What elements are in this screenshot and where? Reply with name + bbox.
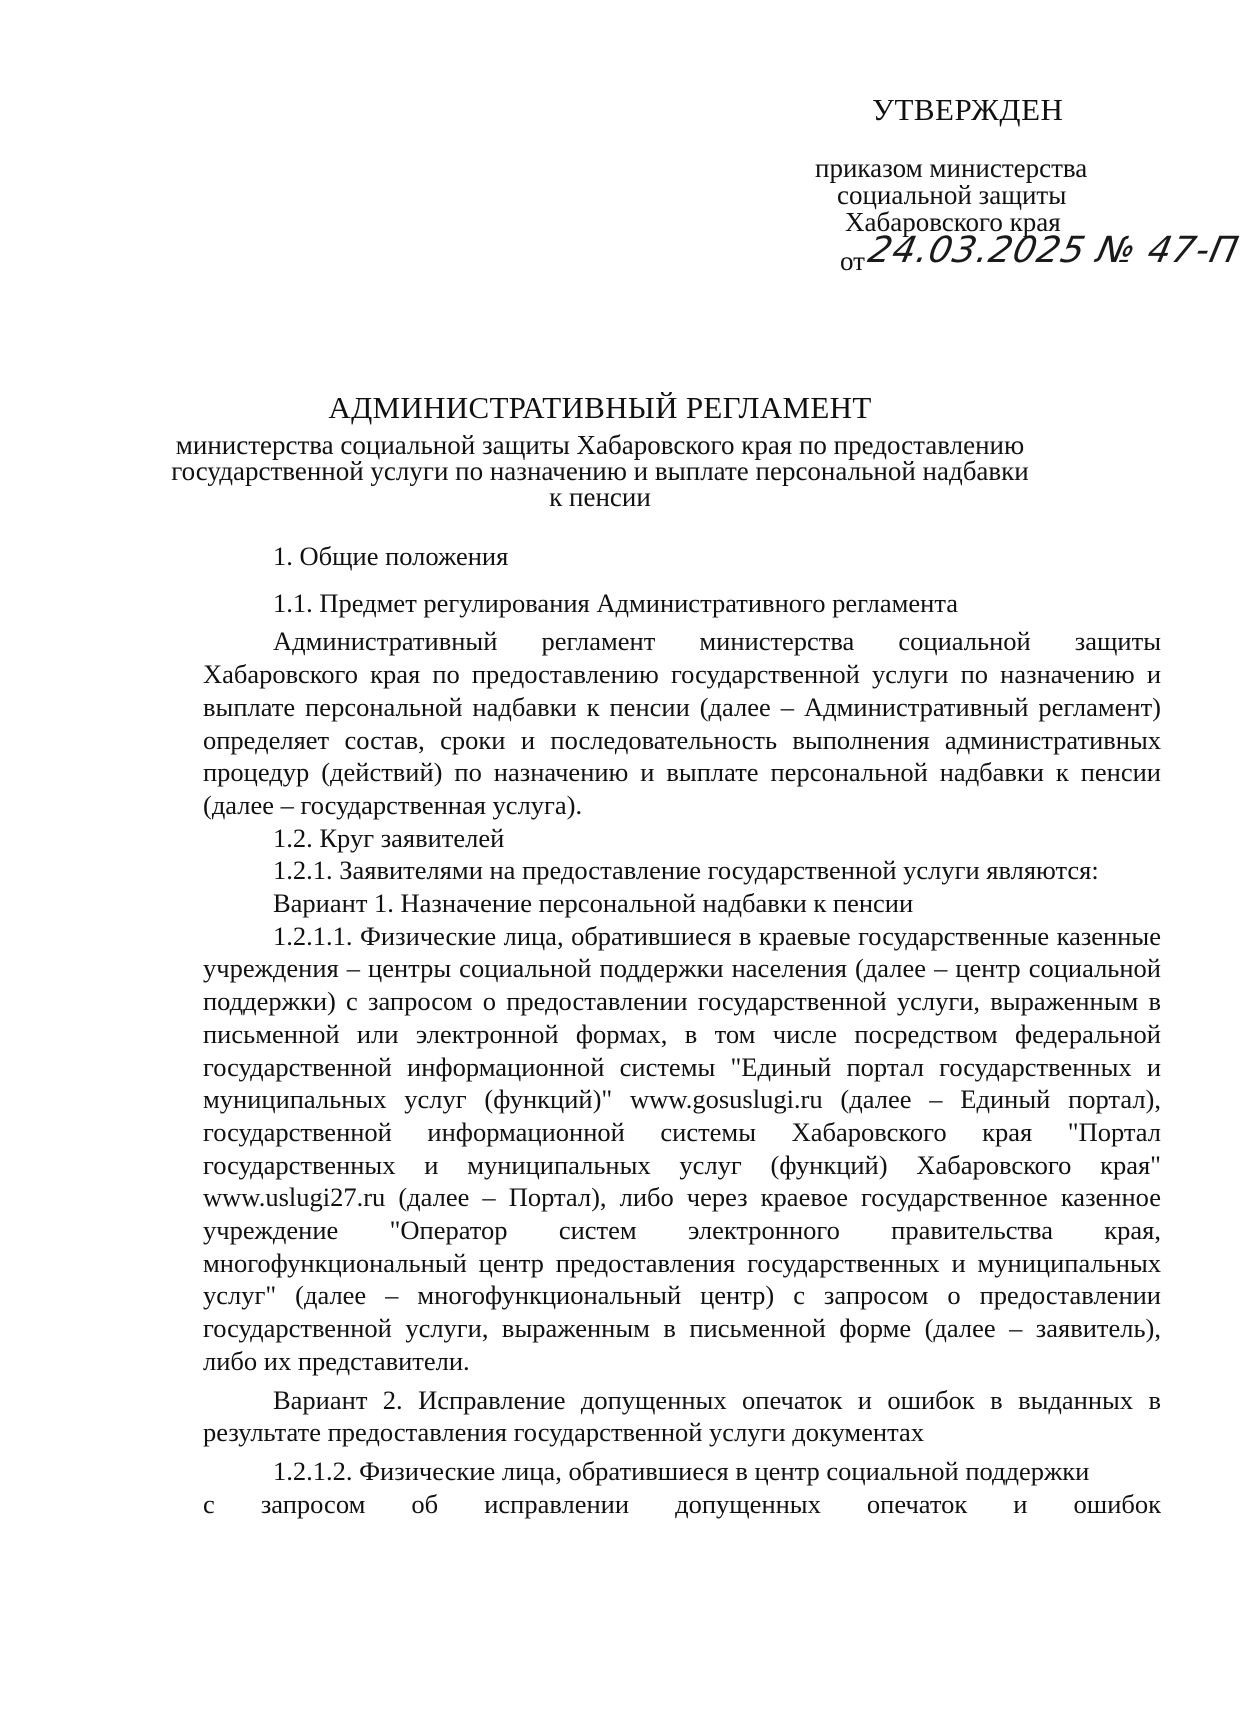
handwritten-date-number: 24.03.2025 № 47-П: [864, 230, 1243, 271]
section-1-2-1-2-continuation: с запросом об исправлении допущенных опечаток и ошибок: [203, 1488, 1161, 1519]
approval-block: [815, 155, 1087, 236]
subtitle-line-2: государственной услуги по назначению и выплате персональной надбавки: [171, 456, 1029, 486]
approval-line-1: приказом министерства: [815, 153, 1088, 183]
approval-line-2: социальной защиты: [837, 180, 1067, 210]
section-1-1-title: 1.1. Предмет регулирования Административного регламента: [273, 587, 958, 618]
section-1-2-title: 1.2. Круг заявителей: [273, 822, 505, 853]
section-1-1-paragraph: Административный регламент министерства социальной защиты Хабаровского края по предоставлению государственной услуги по назначению и выплате персональной надбавки к пенсии (далее – Административный регламент) определяет состав, сроки и последовательность выполнения административных процедур (действий) по назначению и выплате персональной надбавки к пенсии (далее – государственная услуга).: [203, 626, 1161, 820]
section-1-title: 1. Общие положения: [273, 541, 509, 571]
section-1-2-1-2-paragraph: 1.2.1.2. Физические лица, обратившиеся в центр социальной поддержки: [273, 1455, 1090, 1486]
variant-1-title: Вариант 1. Назначение персональной надбавки к пенсии: [273, 888, 914, 919]
approval-title: УТВЕРЖДЕН: [872, 92, 1064, 127]
subtitle-line-1: министерства социальной защиты Хабаровского края по предоставлению: [175, 430, 1025, 460]
document-title: АДМИНИСТРАТИВНЫЙ РЕГЛАМЕНТ: [328, 390, 872, 425]
approval-date-prefix: от: [840, 246, 865, 276]
document-body: [203, 540, 1161, 1520]
subtitle-line-3: к пенсии: [549, 482, 651, 512]
document-subtitle: [150, 432, 1050, 510]
variant-2-title: Вариант 2. Исправление допущенных опечаток и ошибок в выданных в результате предоставления государственной услуги документах: [203, 1384, 1161, 1448]
approval-line-3: Хабаровского края: [845, 207, 1061, 237]
section-1-2-1-1-paragraph: 1.2.1.1. Физические лица, обратившиеся в краевые государственные казенные учреждения – центры социальной поддержки населения (далее – центр социальной поддержки) с запросом о предоставлении государственной услуги, выраженным в письменной или электронной формах, в том числе посредством федеральной государственной информационной системы "Единый портал государственных и муниципальных услуг (функций)" www.gosuslugi.ru (далее – Единый портал), государственной информационной системы Хабаровского края "Портал государственных и муниципальных услуг (функций) Хабаровского края" www.uslugi27.ru (далее – Портал), либо через краевое государственное казенное учреждение "Оператор систем электронного правительства края, многофункциональный центр предоставления государственных и муниципальных услуг" (далее – многофункциональный центр) с запросом о предоставлении государственной услуги, выраженным в письменной форме (далее – заявитель), либо их представители.: [203, 920, 1161, 1376]
approval-date: [840, 230, 1243, 279]
section-1-2-1-paragraph: 1.2.1. Заявителями на предоставление государственной услуги являются:: [273, 855, 1099, 886]
